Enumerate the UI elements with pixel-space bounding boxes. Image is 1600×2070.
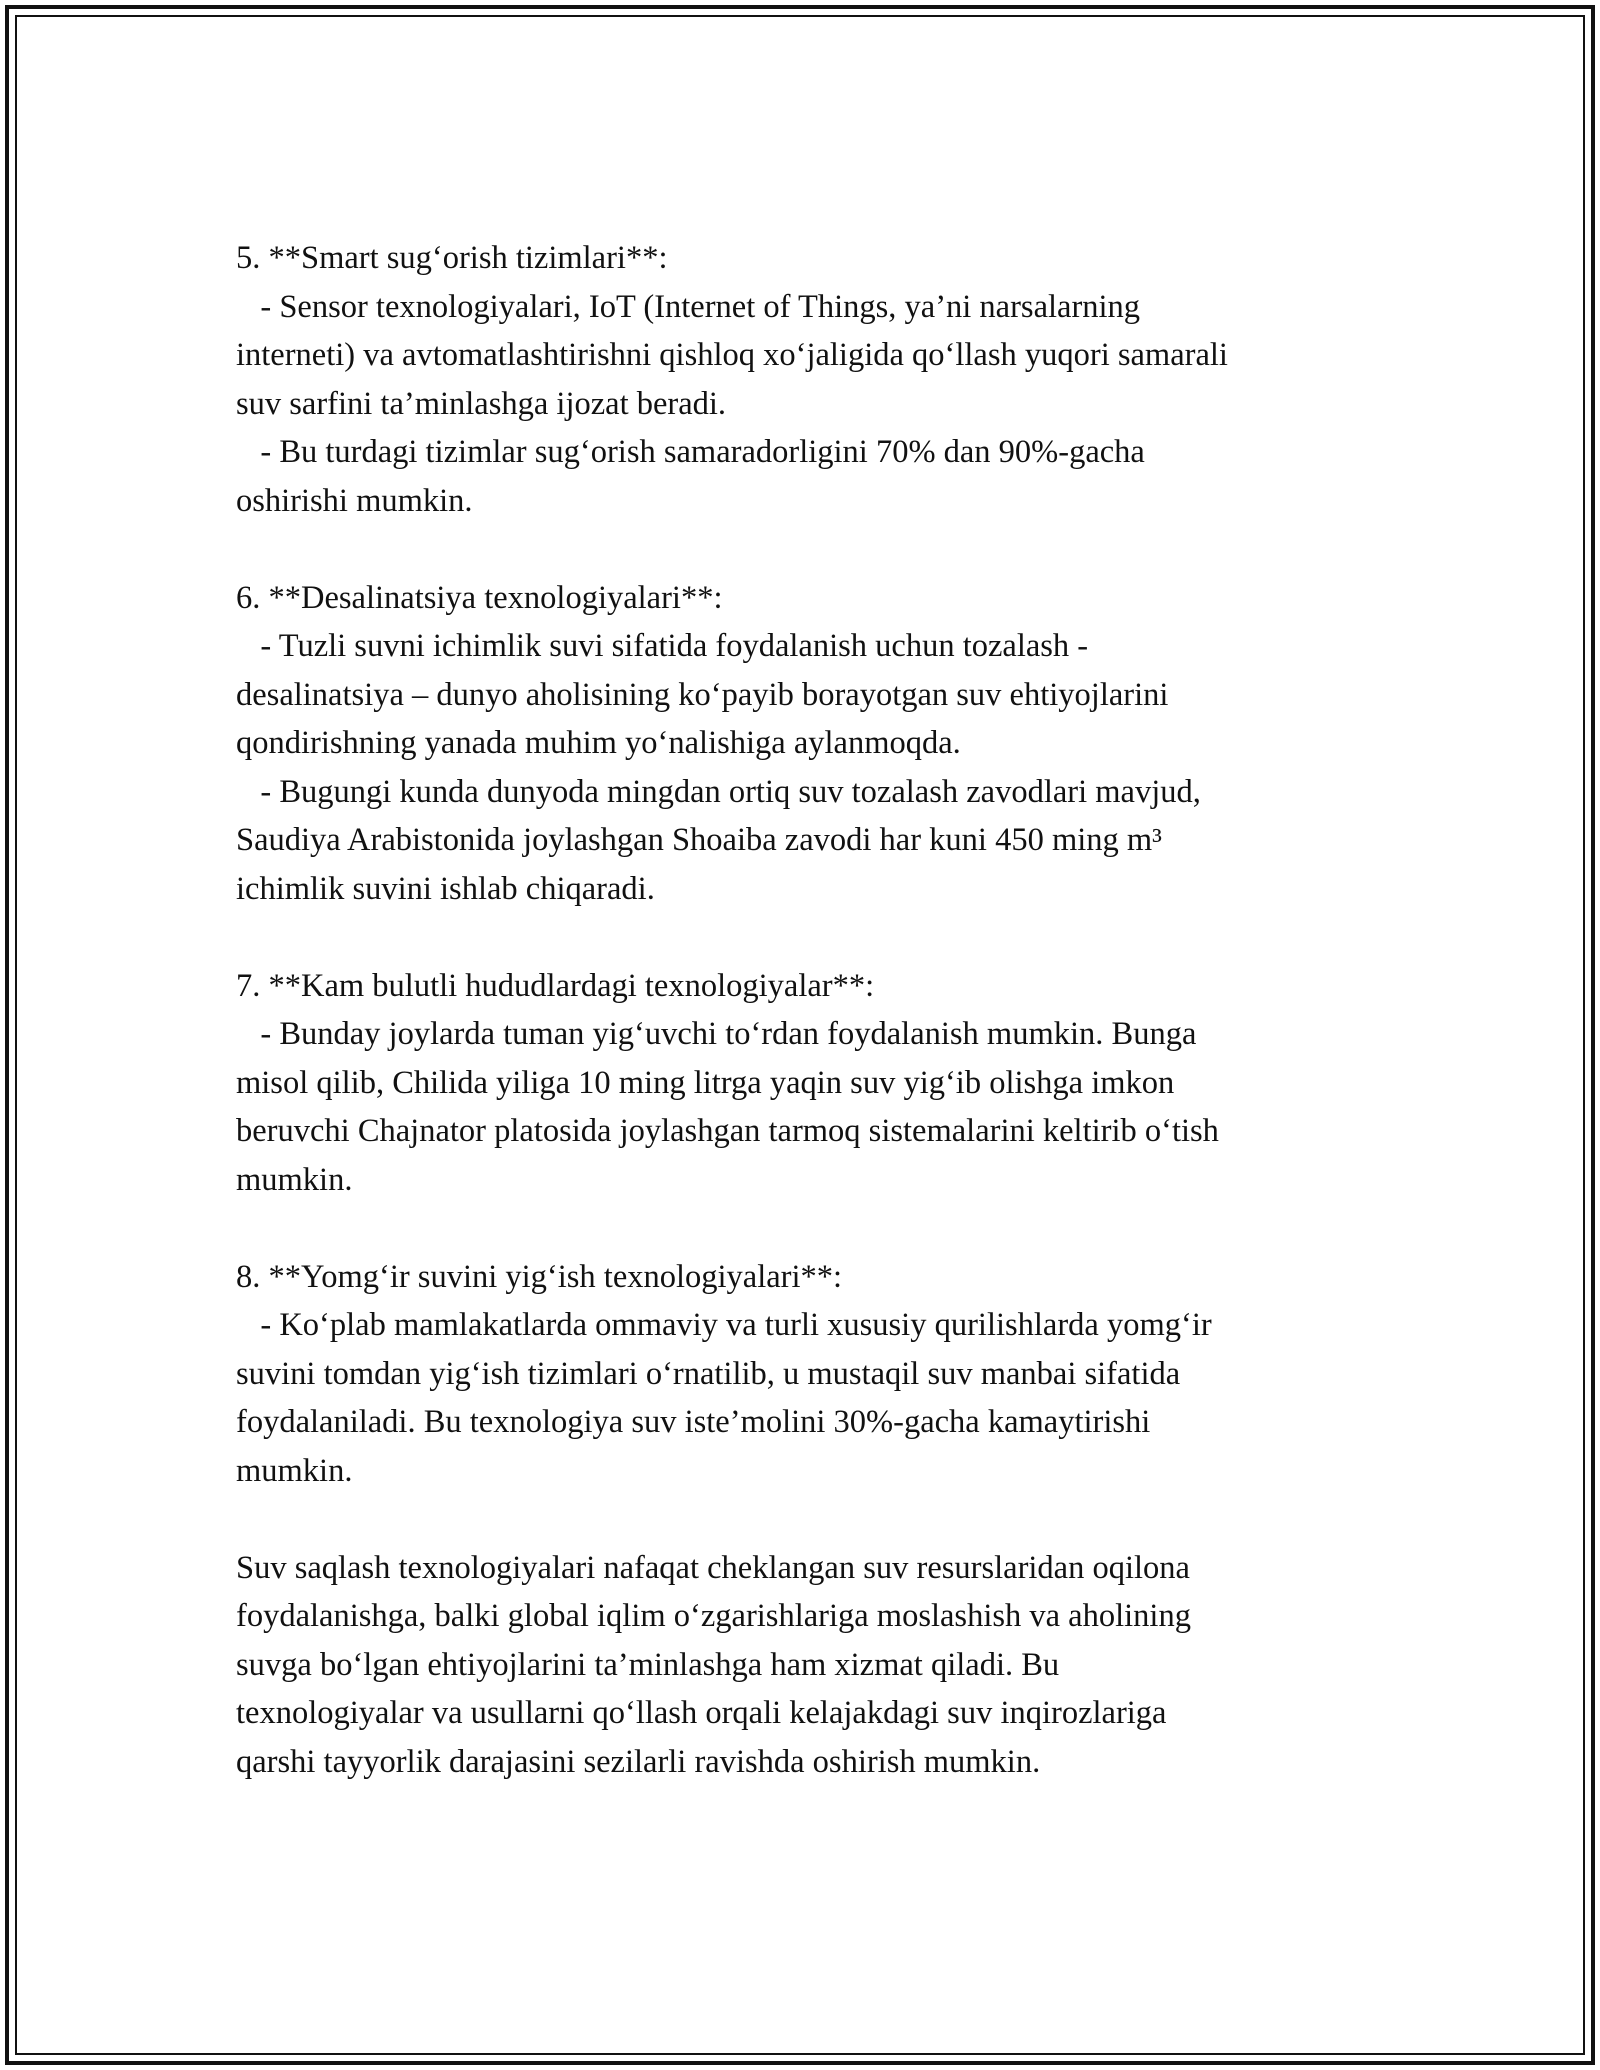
text-line: ichimlik suvini ishlab chiqaradi. [236, 870, 655, 907]
text-line: mumkin. [236, 1161, 353, 1198]
paragraph-gap [236, 1204, 1366, 1253]
text-line: qarshi tayyorlik darajasini sezilarli ravishda oshirish mumkin. [236, 1743, 1041, 1780]
text-line: - Bunday joylarda tuman yig‘uvchi to‘rdan foydalanish mumkin. Bunga [236, 1016, 1197, 1052]
text-line: - Tuzli suvni ichimlik suvi sifatida foydalanish uchun tozalash - [236, 628, 1089, 664]
text-line: - Ko‘plab mamlakatlarda ommaviy va turli xususiy qurilishlarda yomg‘ir [236, 1307, 1212, 1343]
section-heading: 5. **Smart sug‘orish tizimlari**: [236, 240, 668, 276]
text-line: foydalanishga, balki global iqlim o‘zgarishlariga moslashish va aholining [236, 1598, 1191, 1634]
text-line: beruvchi Chajnator platosida joylashgan tarmoq sistemalarini keltirib o‘tish [236, 1113, 1219, 1149]
text-line: interneti) va avtomatlashtirishni qishloq xo‘jaligida qo‘llash yuqori samarali [236, 337, 1228, 373]
document-body [236, 234, 1366, 1786]
section-heading: 7. **Kam bulutli hududlardagi texnologiyalar**: [236, 967, 875, 1004]
text-line: texnologiyalar va usullarni qo‘llash orqali kelajakdagi suv inqirozlariga [236, 1695, 1167, 1731]
text-line: qondirishning yanada muhim yo‘nalishiga aylanmoqda. [236, 725, 961, 761]
text-line: - Bu turdagi tizimlar sug‘orish samaradorligini 70% dan 90%-gacha [236, 434, 1145, 470]
section-conclusion [236, 1544, 1366, 1787]
section-desalination [236, 574, 1366, 914]
text-line: suvga bo‘lgan ehtiyojlarini ta’minlashga ham xizmat qiladi. Bu [236, 1646, 1060, 1683]
paragraph-gap [236, 525, 1366, 574]
text-line: foydalaniladi. Bu texnologiya suv iste’molini 30%-gacha kamaytirishi [236, 1404, 1151, 1440]
text-line: - Sensor texnologiyalari, IoT (Internet of Things, ya’ni narsalarning [236, 288, 1141, 325]
text-line: desalinatsiya – dunyo aholisining ko‘payib borayotgan suv ehtiyojlarini [236, 676, 1169, 713]
text-line: - Bugungi kunda dunyoda mingdan ortiq suv tozalash zavodlari mavjud, [236, 773, 1201, 810]
section-smart-irrigation [236, 234, 1366, 525]
section-heading: 8. **Yomg‘ir suvini yig‘ish texnologiyalari**: [236, 1258, 843, 1295]
text-line: mumkin. [236, 1452, 353, 1489]
text-line: suvini tomdan yig‘ish tizimlari o‘rnatilib, u mustaqil suv manbai sifatida [236, 1355, 1181, 1392]
section-rainwater [236, 1253, 1366, 1496]
paragraph-gap [236, 913, 1366, 962]
text-line: oshirishi mumkin. [236, 482, 473, 519]
section-low-cloud [236, 962, 1366, 1205]
paragraph-gap [236, 1495, 1366, 1544]
section-heading: 6. **Desalinatsiya texnologiyalari**: [236, 579, 723, 616]
text-line: Saudiya Arabistonida joylashgan Shoaiba zavodi har kuni 450 ming m³ [236, 822, 1162, 858]
text-line: suv sarfini ta’minlashga ijozat beradi. [236, 385, 727, 422]
text-line: Suv saqlash texnologiyalari nafaqat cheklangan suv resurslaridan oqilona [236, 1549, 1190, 1586]
text-line: misol qilib, Chilida yiliga 10 ming litrga yaqin suv yig‘ib olishga imkon [236, 1064, 1175, 1101]
